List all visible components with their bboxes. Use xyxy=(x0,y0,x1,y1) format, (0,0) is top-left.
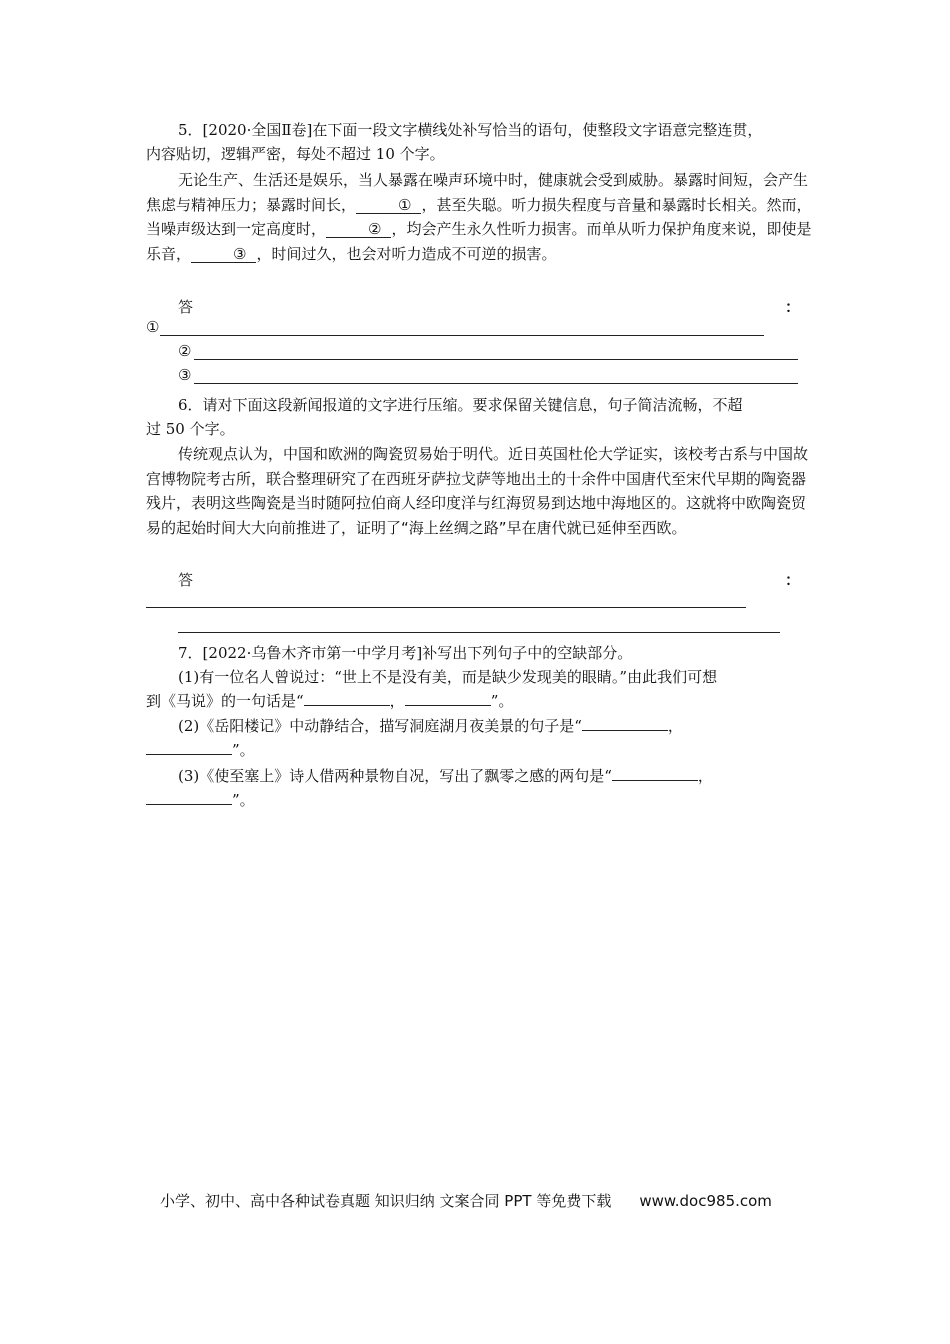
q7-item3-end: ”。 xyxy=(232,791,255,809)
q6-prompt xyxy=(146,393,812,417)
q6-passage-text: 传统观点认为，中国和欧洲的陶瓷贸易始于明代。近日英国杜伦大学证实，该校考古系与中国故宫博物院考古所，联合整理研究了在西班牙萨拉戈萨等地出土的十余件中国唐代至宋代早期的陶瓷器残片，表明这些陶瓷是当时随阿拉伯商人经印度洋与红海贸易到达地中海地区的。这就将中欧陶瓷贸易的起始时间大大向前推进了，证明了“海上丝绸之路”早在唐代就已延伸至西欧。 xyxy=(146,445,809,537)
q7-item1-blank-1[interactable] xyxy=(304,690,390,706)
q7-item2-end: ”。 xyxy=(232,741,255,759)
q5-blank-1[interactable] xyxy=(356,197,421,214)
q5-answer-mark-2: ② xyxy=(178,342,192,360)
q7-item3-text: (3)《使至塞上》诗人借两种景物自况，写出了飘零之感的两句是“ xyxy=(178,767,612,785)
q6-passage xyxy=(146,442,812,540)
q7-item2-text: (2)《岳阳楼记》中动静结合，描写洞庭湖月夜美景的句子是“ xyxy=(178,717,582,735)
footer-url[interactable]: www.doc985.com xyxy=(639,1192,772,1210)
q5-title-line2: 内容贴切，逻辑严密，每处不超过 10 个字。 xyxy=(146,145,445,163)
q7-item-1-cont xyxy=(146,689,812,713)
q5-blank-3-mark: ③ xyxy=(233,244,247,263)
q5-blank-2-mark: ② xyxy=(368,220,382,238)
q5-blank-2[interactable] xyxy=(326,221,391,238)
q5-blank-3[interactable] xyxy=(191,246,256,263)
q7-item-1 xyxy=(146,665,812,689)
page-footer xyxy=(160,1190,772,1211)
q7-item1-line1: (1)有一位名人曾说过：“世上不是没有美，而是缺少发现美的眼睛。”由此我们可想 xyxy=(178,668,718,686)
q5-passage-part-d: ，时间过久，也会对听力造成不可逆的损害。 xyxy=(256,244,557,263)
footer-text: 小学、初中、高中各种试卷真题 知识归纳 文案合同 PPT 等免费下载 xyxy=(160,1192,612,1210)
q5-prompt-cont xyxy=(146,142,812,166)
q7-item1-line2: 到《马说》的一句话是“ xyxy=(146,692,304,710)
q7-item-3 xyxy=(146,764,812,788)
q6-answer-header xyxy=(146,569,812,593)
q7-item3-blank-2[interactable] xyxy=(146,789,232,805)
q6-title-line2: 过 50 个字。 xyxy=(146,420,235,438)
q5-answer-mark-1: ① xyxy=(146,318,160,336)
q5-answer-rule-2 xyxy=(194,359,798,360)
q5-answer-label: 答 xyxy=(178,298,194,316)
q5-answer-line-1[interactable] xyxy=(146,318,159,340)
q6-answer-colon: ： xyxy=(784,571,800,589)
q7-item3-blank-1[interactable] xyxy=(612,765,698,781)
q7-item1-end: ”。 xyxy=(490,692,514,710)
q5-passage-part-a: 无论生产、生活还是娱乐，当人暴露在噪声环境中时，健康就会受到威胁。暴露时间短，会产生焦虑与精神压力；暴露时间长， xyxy=(146,171,809,214)
q7-item1-blank-2[interactable] xyxy=(405,690,491,706)
q5-answer-header xyxy=(146,296,812,320)
q5-passage-part-b: ，甚至失聪。听力损失程度与音量和暴露时长相关。然而，当噪声级达到一定高度时， xyxy=(146,195,812,238)
q6-answer-rule-1[interactable] xyxy=(146,607,746,608)
q5-answer-line-3[interactable] xyxy=(178,366,191,388)
q7-item2-comma: ， xyxy=(667,717,683,735)
q7-item-3-cont xyxy=(146,788,812,812)
q7-item-2 xyxy=(146,714,812,738)
q5-passage xyxy=(146,168,812,266)
q5-title-line1: 5．[2020·全国Ⅱ卷]在下面一段文字横线处补写恰当的语句，使整段文字语意完整连贯， xyxy=(178,121,763,139)
q5-blank-1-mark: ① xyxy=(398,195,412,214)
q6-title-line1: 6．请对下面这段新闻报道的文字进行压缩。要求保留关键信息，句子简洁流畅，不超 xyxy=(178,396,743,414)
q7-prompt xyxy=(146,641,812,665)
q7-item3-comma: ， xyxy=(697,767,713,785)
q7-item2-blank-1[interactable] xyxy=(582,715,668,731)
q6-answer-label: 答 xyxy=(178,571,194,589)
q7-item-2-cont xyxy=(146,738,812,762)
q5-prompt xyxy=(146,118,812,142)
q6-prompt-cont xyxy=(146,417,812,441)
q5-passage-part-c: ，均会产生永久性听力损害。而单从听力保护角度来说，即使是乐音， xyxy=(146,220,812,263)
q5-answer-mark-3: ③ xyxy=(178,366,192,384)
q7-item1-comma: ， xyxy=(389,692,405,710)
q5-answer-line-2[interactable] xyxy=(178,342,191,364)
q7-item2-blank-2[interactable] xyxy=(146,739,232,755)
q6-answer-rule-2[interactable] xyxy=(178,632,780,633)
q7-title: 7．[2022·乌鲁木齐市第一中学月考]补写出下列句子中的空缺部分。 xyxy=(178,644,633,662)
q5-answer-rule-3 xyxy=(194,383,798,384)
q5-answer-rule-1 xyxy=(160,335,764,336)
q5-answer-colon: ： xyxy=(784,298,800,316)
